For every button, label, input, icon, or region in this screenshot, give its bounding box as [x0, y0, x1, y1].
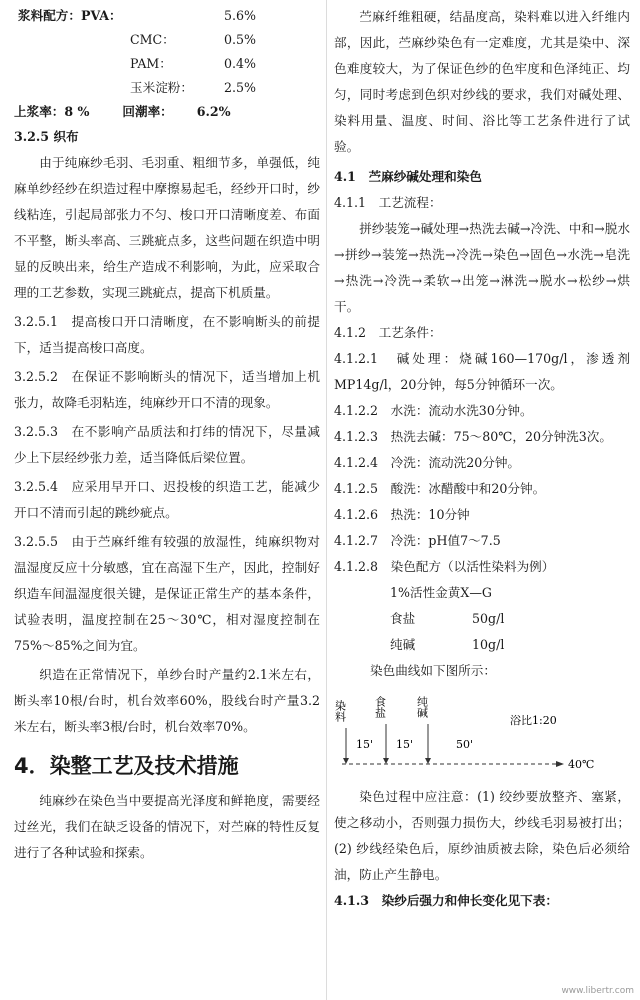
dye-notes: 染色过程中应注意：(1) 绞纱要放整齐、塞紧，使之移动小，否则强力损伤大，纱线毛羽易被打出；(2) 纱线经染色后，原纱油质被去除，染色后必须给油，防止产生静电。: [334, 789, 630, 882]
condition-4-1-2-2: 4.1.2.2 水洗：流动水洗30分钟。: [334, 403, 533, 418]
cmc-label: CMC：: [130, 32, 175, 47]
dye-name: 1%活性金黄X—G: [390, 585, 492, 600]
process-flow: 拼纱装笼→碱处理→热洗去碱→冷洗、中和→脱水→拼纱→装笼→热洗→冷洗→染色→固色→水洗→皂洗→热洗→冷洗→柔软→出笼→淋洗→脱水→松纱→烘干。: [334, 221, 630, 314]
right-column: [334, 4, 630, 914]
moisture-label: 回潮率：: [122, 104, 173, 119]
liquor-ratio: 浴比1:20: [510, 714, 557, 727]
soda-value: 10g/l: [472, 637, 505, 652]
pam-value: 0.4%: [224, 56, 256, 71]
condition-4-1-2-5: 4.1.2.5 酸洗：冰醋酸中和20分钟。: [334, 481, 546, 496]
section-4-1-1-title: 4.1.1 工艺流程：: [334, 195, 442, 210]
section-4-1-2-title: 4.1.2 工艺条件：: [334, 325, 442, 340]
pva-label: 浆料配方：PVA：: [18, 8, 122, 23]
left-column: [14, 4, 320, 866]
duration-2: 15': [396, 738, 414, 751]
section-4-heading: 4．染整工艺及技术措施: [14, 754, 239, 778]
section-3-2-5-5: 3.2.5.5 由于苎麻纤维有较强的放湿性，纯麻织物对温湿度反应十分敏感，宜在高湿下生产，因此，控制好织造车间温湿度很关键，是保证正常生产的基本条件，试验表明，温度控制在25～30℃，相对湿度控制在75%～85%之间为宜。: [14, 534, 320, 653]
condition-4-1-2-3: 4.1.2.3 热洗去碱：75～80℃，20分钟洗3次。: [334, 429, 612, 444]
production-text: 织造在正常情况下，单纱台时产量约2.1米左右，断头率10根/台时，机台效率60%，股线台时产量3.2米左右，断头率3根/台时，机台效率70%。: [14, 667, 320, 734]
label-dye: 染料: [334, 700, 347, 722]
column-divider: [326, 0, 327, 1000]
watermark: www.libertr.com: [561, 986, 634, 996]
section-3-2-5-1: 3.2.5.1 提高梭口开口清晰度，在不影响断头的前提下，适当提高梭口高度。: [14, 314, 320, 355]
section-4-text: 纯麻纱在染色当中要提高光泽度和鲜艳度，需要经过丝光，我们在缺乏设备的情况下，对苎麻的特性反复进行了各种试验和探索。: [14, 793, 320, 860]
pva-value: 5.6%: [224, 8, 256, 23]
salt-label: 食盐: [390, 611, 416, 626]
condition-4-1-2-8: 4.1.2.8 染色配方（以活性染料为例）: [334, 559, 555, 574]
label-salt: 食盐: [373, 696, 387, 718]
section-4-1-title: 4.1 苎麻纱碱处理和染色: [334, 169, 482, 184]
curve-caption: 染色曲线如下图所示：: [370, 663, 496, 678]
condition-4-1-2-7: 4.1.2.7 冷洗：pH值7～7.5: [334, 533, 501, 548]
section-3-2-5-2: 3.2.5.2 在保证不影响断头的情况下，适当增加上机张力，故降毛羽粘连，纯麻纱开口不清的现象。: [14, 369, 320, 410]
sizing-rate-label: 上浆率：: [14, 104, 65, 119]
duration-1: 15': [356, 738, 374, 751]
sizing-formula: [14, 4, 320, 100]
pam-label: PAM：: [130, 56, 172, 71]
condition-4-1-2-6: 4.1.2.6 热洗：10分钟: [334, 507, 470, 522]
dyeing-curve-diagram: [334, 684, 630, 784]
sizing-rate-value: 8 %: [64, 104, 90, 119]
temperature-label: 40℃: [568, 758, 595, 771]
condition-4-1-2-4: 4.1.2.4 冷洗：流动洗20分钟。: [334, 455, 521, 470]
cmc-value: 0.5%: [224, 32, 256, 47]
duration-3: 50': [456, 738, 474, 751]
section-3-2-5-text: 由于纯麻纱毛羽、毛羽重、粗细节多，单强低，纯麻单纱经纱在织造过程中摩擦易起毛，经纱开口时，纱线粘连，引起局部张力不匀、梭口开口清晰度差、布面不平整，断头率高、三跳疵点多，这些问题在织造中明显的反映出来，给生产造成不利影响，为此，应采取合理的工艺参数，实现三跳疵点，提高下机质量。: [14, 155, 320, 300]
label-soda: 纯碱: [415, 696, 429, 718]
soda-row: [390, 632, 630, 658]
section-3-2-5-3: 3.2.5.3 在不影响产品质法和打纬的情况下，尽量减少上下层经纱张力差，适当降低后梁位置。: [14, 424, 320, 465]
temperature-arrow-head: [556, 761, 564, 767]
section-3-2-5-title: 3.2.5 织布: [14, 129, 79, 144]
soda-arrow-head: [425, 758, 431, 764]
salt-row: [390, 606, 630, 632]
section-3-2-5-4: 3.2.5.4 应采用早开口、迟投梭的织造工艺，能减少开口不清而引起的跳纱疵点。: [14, 479, 320, 520]
soda-label: 纯碱: [390, 637, 416, 652]
condition-4-1-2-1: 4.1.2.1 碱处理：烧碱160—170g/l，渗透剂MP14g/l，20分钟，每5分钟循环一次。: [334, 351, 630, 392]
intro-paragraph: 苎麻纤维粗硬，结晶度高，染料难以进入纤维内部，因此，苎麻纱染色有一定难度，尤其是染中、深色难度较大，为了保证色纱的色牢度和色泽纯正、均匀，同时考虑到色织对纱线的要求，我们对碱处理、染料用量、温度、时间、浴比等工艺条件进行了试验。: [334, 9, 630, 154]
salt-value: 50g/l: [472, 611, 505, 626]
salt-arrow-head: [383, 758, 389, 764]
starch-label: 玉米淀粉：: [130, 80, 193, 95]
dye-recipe: [334, 580, 630, 658]
starch-value: 2.5%: [224, 80, 256, 95]
dye-arrow-head: [343, 758, 349, 764]
moisture-value: 6.2%: [196, 104, 231, 119]
section-4-1-3: 4.1.3 染纱后强力和伸长变化见下表：: [334, 893, 558, 908]
rate-row: [14, 100, 320, 124]
